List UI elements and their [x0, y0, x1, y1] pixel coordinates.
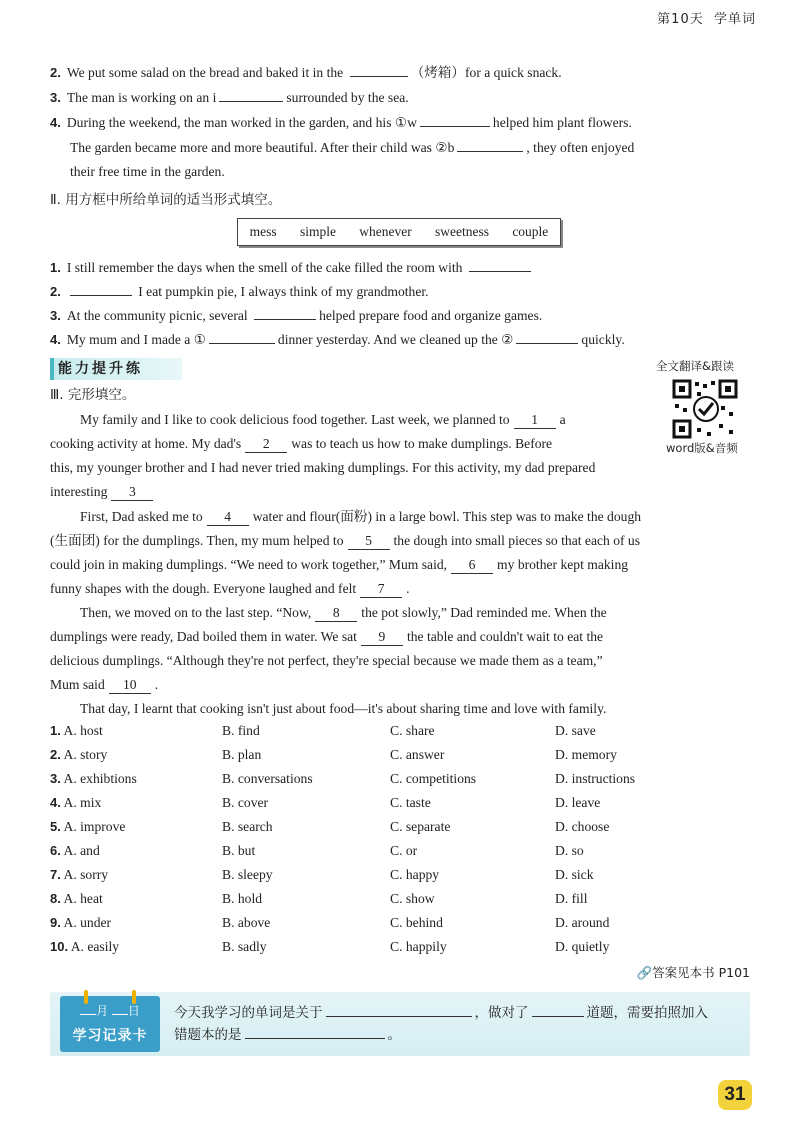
topic-label: 学单词 [713, 12, 756, 27]
cloze-blank[interactable]: 3 [111, 484, 153, 501]
option-d[interactable]: D. around [555, 915, 610, 930]
option-c[interactable]: C. or [390, 843, 418, 858]
option-c[interactable]: C. answer [390, 747, 445, 762]
card-blank[interactable] [326, 1002, 472, 1017]
passage-p3-line1: Then, we moved on to the last step. “Now, 8 the pot slowly,” Dad reminded me. When the [80, 605, 607, 620]
option-c[interactable]: C. behind [390, 915, 443, 930]
option-a[interactable]: A. story [63, 747, 108, 762]
qr-caption-top: 全文翻译&跟读 [656, 359, 734, 373]
option-row: 3. A. exhibtions [50, 771, 137, 786]
option-b[interactable]: B. sleepy [222, 867, 273, 882]
section-banner: 能力提升练 [50, 358, 182, 380]
option-a[interactable]: A. mix [63, 795, 102, 810]
part1-q4-line1: 4. During the weekend, the man worked in the garden, and his ①w helped him plant flowers. [50, 112, 632, 133]
part1-q2: 2. We put some salad on the bread and baked it in the （烤箱）for a quick snack. [50, 62, 562, 83]
option-a[interactable]: A. and [63, 843, 100, 858]
cloze-blank[interactable]: 9 [361, 629, 403, 646]
qr-code-icon[interactable] [671, 378, 739, 440]
option-c[interactable]: C. separate [390, 819, 451, 834]
option-d[interactable]: D. instructions [555, 771, 636, 786]
answer-blank[interactable] [350, 62, 408, 77]
option-row: 4. A. mix [50, 795, 102, 810]
option-c[interactable]: C. taste [390, 795, 431, 810]
option-a[interactable]: A. sorry [63, 867, 109, 882]
answer-blank[interactable] [469, 257, 531, 272]
cloze-blank[interactable]: 6 [451, 557, 493, 574]
option-row: 1. A. host [50, 723, 103, 738]
part1-q3: 3. The man is working on an i surrounded by the sea. [50, 87, 409, 108]
passage-p1-line4: interesting 3 [50, 482, 157, 502]
option-row: 9. A. under [50, 915, 112, 930]
option-b[interactable]: B. plan [222, 747, 262, 762]
word-item: couple [512, 224, 549, 239]
date-fields: 月 日 [60, 1002, 160, 1019]
option-row: 8. A. heat [50, 891, 103, 906]
part2-q2: 2. I eat pumpkin pie, I always think of my grandmother. [50, 281, 429, 302]
word-item: whenever [359, 224, 412, 239]
option-row: 2. A. story [50, 747, 108, 762]
answer-blank[interactable] [70, 281, 132, 296]
option-c[interactable]: C. show [390, 891, 435, 906]
binder-ring [84, 990, 88, 1004]
passage-p3-line3: delicious dumplings. “Although they're not perfect, they're special because we made them as a team,” [50, 653, 603, 668]
study-record-card [50, 992, 750, 1056]
cloze-blank[interactable]: 10 [109, 677, 151, 694]
part2-q3: 3. At the community picnic, several helped prepare food and organize games. [50, 305, 542, 326]
option-d[interactable]: D. fill [555, 891, 588, 906]
day-label: 第10天 [657, 12, 704, 27]
answer-blank[interactable] [516, 329, 578, 344]
option-a[interactable]: A. improve [63, 819, 126, 834]
binder-ring [132, 990, 136, 1004]
cloze-blank[interactable]: 2 [245, 436, 287, 453]
option-a[interactable]: A. easily [70, 939, 120, 954]
option-b[interactable]: B. search [222, 819, 273, 834]
passage-p1-line1: My family and I like to cook delicious food together. Last week, we planned to 1 a [80, 412, 566, 427]
option-c[interactable]: C. share [390, 723, 435, 738]
card-tab [60, 996, 160, 1052]
cloze-blank[interactable]: 8 [315, 605, 357, 622]
part1-q4-line3: their free time in the garden. [70, 164, 225, 179]
part1-q4-line2: The garden became more and more beautiful. After their child was ②b , they often enjoyed [70, 137, 634, 158]
cloze-blank[interactable]: 7 [360, 581, 402, 598]
page-number: 31 [718, 1080, 752, 1110]
option-a[interactable]: A. heat [63, 891, 103, 906]
option-b[interactable]: B. sadly [222, 939, 267, 954]
section-3-title: Ⅲ. 完形填空。 [50, 387, 136, 403]
cloze-blank[interactable]: 1 [514, 412, 556, 429]
page-header [657, 8, 756, 27]
card-text: 今天我学习的单词是关于 ，做对了 道题，需要拍照加入 错题本的是 。 [174, 1002, 708, 1046]
part2-q4: 4. My mum and I made a ① dinner yesterday. And we cleaned up the ② quickly. [50, 329, 625, 350]
option-d[interactable]: D. choose [555, 819, 610, 834]
option-d[interactable]: D. memory [555, 747, 617, 762]
link-icon: 🔗 [636, 965, 653, 980]
option-d[interactable]: D. save [555, 723, 596, 738]
option-b[interactable]: B. cover [222, 795, 269, 810]
option-d[interactable]: D. sick [555, 867, 594, 882]
word-item: simple [299, 224, 336, 239]
option-b[interactable]: B. hold [222, 891, 263, 906]
card-blank[interactable] [245, 1024, 385, 1039]
passage-p1-line2: cooking activity at home. My dad's 2 was to teach us how to make dumplings. Before [50, 436, 553, 451]
part2-q1: 1. I still remember the days when the smell of the cake filled the room with [50, 257, 534, 278]
passage-p2-line4: funny shapes with the dough. Everyone laughed and felt 7 . [50, 581, 410, 596]
word-item: sweetness [435, 224, 490, 239]
cloze-blank[interactable]: 4 [207, 509, 249, 526]
card-label: 学习记录卡 [72, 1028, 148, 1044]
option-row: 10. A. easily [50, 939, 120, 954]
card-blank[interactable] [532, 1002, 584, 1017]
answer-reference: 🔗答案见本书 P101 [636, 965, 750, 980]
answer-blank[interactable] [219, 87, 283, 102]
answer-blank[interactable] [420, 112, 490, 127]
cloze-blank[interactable]: 5 [348, 533, 390, 550]
passage-p4: That day, I learnt that cooking isn't just about food—it's about sharing time and love with family. [80, 701, 607, 716]
word-box [237, 218, 561, 246]
option-c[interactable]: C. happy [390, 867, 440, 882]
passage-p2-line2: (生面团) for the dumplings. Then, my mum helped to 5 the dough into small pieces so that each of us [50, 533, 641, 548]
passage-p2-line1: First, Dad asked me to 4 water and flour(面粉) in a large bowl. This step was to make the dough [80, 509, 642, 524]
qr-caption-bottom: word版&音频 [666, 441, 738, 455]
option-b[interactable]: B. find [222, 723, 260, 738]
option-row: 7. A. sorry [50, 867, 109, 882]
option-a[interactable]: A. under [63, 915, 112, 930]
option-b[interactable]: B. but [222, 843, 256, 858]
option-a[interactable]: A. host [63, 723, 103, 738]
option-d[interactable]: D. leave [555, 795, 601, 810]
option-a[interactable]: A. exhibtions [63, 771, 137, 786]
option-b[interactable]: B. conversations [222, 771, 313, 786]
option-d[interactable]: D. so [555, 843, 584, 858]
passage-p3-line2: dumplings were ready, Dad boiled them in water. We sat 9 the table and couldn't wait to eat the [50, 629, 604, 644]
passage-p1-line3: this, my younger brother and I had never tried making dumplings. For this activity, my dad prepared [50, 460, 596, 475]
section-2-title: Ⅱ. 用方框中所给单词的适当形式填空。 [50, 192, 282, 208]
answer-blank[interactable] [457, 137, 523, 152]
passage-p2-line3: could join in making dumplings. “We need to work together,” Mum said, 6 my brother kept making [50, 557, 629, 572]
option-row: 6. A. and [50, 843, 100, 858]
answer-blank[interactable] [209, 329, 275, 344]
option-c[interactable]: C. happily [390, 939, 447, 954]
option-row: 5. A. improve [50, 819, 126, 834]
word-item: mess [249, 224, 277, 239]
answer-blank[interactable] [254, 305, 316, 320]
option-c[interactable]: C. competitions [390, 771, 477, 786]
option-d[interactable]: D. quietly [555, 939, 610, 954]
option-b[interactable]: B. above [222, 915, 271, 930]
passage-p3-line4: Mum said 10 . [50, 677, 159, 692]
